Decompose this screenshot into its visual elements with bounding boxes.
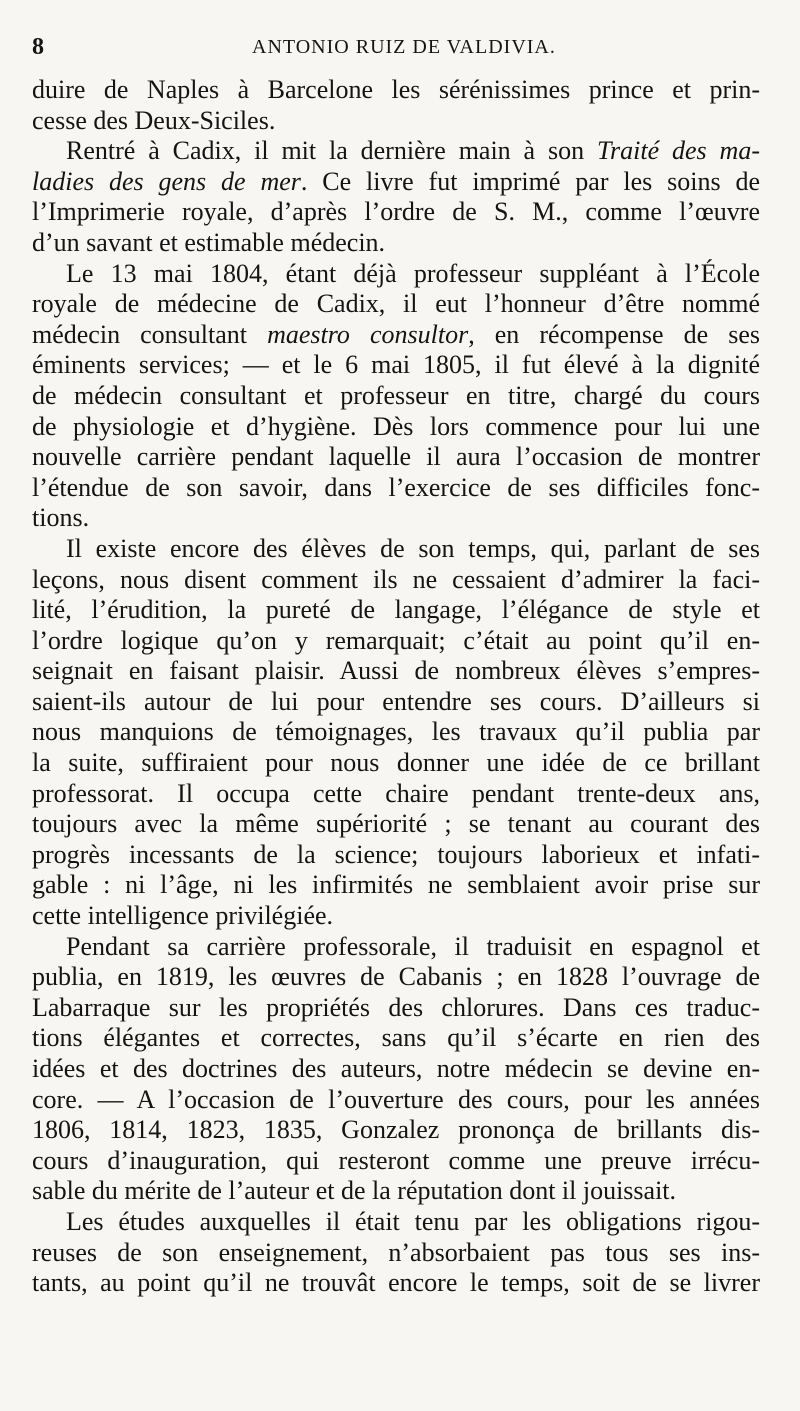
text-line	[32, 870, 760, 901]
text-segment: , en récompense de ses	[468, 319, 760, 349]
text-segment: l’Imprimerie royale, d’après l’ordre de S. M., comme l’œuvre	[32, 197, 760, 227]
text-line	[32, 901, 760, 932]
text-segment: médecin consultant	[32, 319, 268, 349]
text-segment: publia, en 1819, les œuvres de Cabanis ; en 1828 l’ouvrage de	[32, 962, 760, 992]
text-line	[32, 1146, 760, 1177]
running-head: ANTONIO RUIZ DE VALDIVIA.	[252, 36, 556, 58]
text-segment: tions.	[32, 503, 90, 533]
text-line	[32, 136, 760, 167]
text-line	[32, 1268, 760, 1299]
text-segment: toujours avec la même supériorité ; se tenant au courant des	[32, 809, 760, 839]
text-segment: Rentré à Cadix, il mit la dernière main à son	[66, 136, 597, 166]
text-line	[32, 993, 760, 1024]
text-segment: Les études auxquelles il était tenu par les obligations rigou-	[66, 1206, 760, 1236]
text-line	[32, 779, 760, 810]
page-number: 8	[32, 34, 44, 60]
text-segment: Le 13 mai 1804, étant déjà professeur suppléant à l’École	[66, 258, 760, 288]
text-line	[32, 962, 760, 993]
text-line	[32, 1054, 760, 1085]
text-segment: l’ordre logique qu’on y remarquait; c’était au point qu’il en-	[32, 625, 760, 655]
text-line	[32, 717, 760, 748]
text-segment: saient-ils autour de lui pour entendre ses cours. D’ailleurs si	[32, 686, 760, 716]
text-segment: tions élégantes et correctes, sans qu’il s’écarte en rien des	[32, 1023, 760, 1053]
text-line	[32, 840, 760, 871]
body-text	[32, 75, 760, 1299]
text-segment: 1806, 1814, 1823, 1835, Gonzalez prononça de brillants dis-	[32, 1115, 760, 1145]
text-segment: Pendant sa carrière professorale, il traduisit en espagnol et	[66, 931, 760, 961]
text-segment: cesse des Deux-Siciles.	[32, 105, 276, 135]
text-line	[32, 748, 760, 779]
text-line	[32, 656, 760, 687]
text-line	[32, 228, 760, 259]
paragraph	[32, 1207, 760, 1299]
italic-text: ladies des gens de mer	[32, 166, 301, 196]
text-line	[32, 75, 760, 106]
page-header	[32, 30, 768, 60]
text-line	[32, 442, 760, 473]
text-segment: Il existe encore des élèves de son temps, qui, parlant de ses	[66, 533, 760, 563]
text-segment: professorat. Il occupa cette chaire pendant trente-deux ans,	[32, 778, 760, 808]
text-segment: lité, l’érudition, la pureté de langage, l’élégance de style et	[32, 595, 760, 625]
text-line	[32, 1238, 760, 1269]
text-segment: cours d’inauguration, qui resteront comme une preuve irrécu-	[32, 1145, 760, 1175]
text-line	[32, 106, 760, 137]
text-segment: cette intelligence privilégiée.	[32, 901, 334, 931]
text-segment: duire de Naples à Barcelone les sérénissimes prince et prin-	[32, 75, 760, 104]
text-segment: éminents services; — et le 6 mai 1805, il fut élevé à la dignité	[32, 350, 760, 380]
text-line	[32, 381, 760, 412]
text-segment: tants, au point qu’il ne trouvât encore le temps, soit de se livrer	[32, 1268, 760, 1298]
text-line	[32, 259, 760, 290]
text-segment: de physiologie et d’hygiène. Dès lors commence pour lui une	[32, 411, 760, 441]
text-segment: royale de médecine de Cadix, il eut l’honneur d’être nommé	[32, 289, 760, 319]
text-segment: core. — A l’occasion de l’ouverture des cours, pour les années	[32, 1084, 760, 1114]
text-line	[32, 1115, 760, 1146]
text-line	[32, 626, 760, 657]
text-line	[32, 197, 760, 228]
paragraph	[32, 932, 760, 1207]
text-segment: gable : ni l’âge, ni les infirmités ne semblaient avoir prise sur	[32, 870, 760, 900]
text-segment: l’étendue de son savoir, dans l’exercice de ses difficiles fonc-	[32, 472, 760, 502]
text-line	[32, 534, 760, 565]
text-line	[32, 809, 760, 840]
text-segment: idées et des doctrines des auteurs, notre médecin se devine en-	[32, 1054, 760, 1083]
text-line	[32, 473, 760, 504]
text-line	[32, 412, 760, 443]
paragraph	[32, 534, 760, 932]
text-line	[32, 1176, 760, 1207]
text-line	[32, 565, 760, 596]
text-line	[32, 289, 760, 320]
text-line	[32, 932, 760, 963]
text-segment: la suite, suffiraient pour nous donner une idée de ce brillant	[32, 748, 760, 778]
italic-text: maestro consultor	[267, 319, 469, 349]
text-segment: seignait en faisant plaisir. Aussi de nombreux élèves s’empres-	[32, 656, 760, 686]
paragraph	[32, 75, 760, 136]
text-segment: nouvelle carrière pendant laquelle il aura l’occasion de montrer	[32, 442, 760, 472]
text-line	[32, 1023, 760, 1054]
text-line	[32, 503, 760, 534]
text-segment: d’un savant et estimable médecin.	[32, 227, 386, 257]
text-line	[32, 320, 760, 351]
text-segment: reuses de son enseignement, n’absorbaient pas tous ses ins-	[32, 1237, 760, 1267]
paragraph	[32, 259, 760, 534]
text-segment: progrès incessants de la science; toujours laborieux et infati-	[32, 839, 760, 869]
text-segment: sable du mérite de l’auteur et de la réputation dont il jouissait.	[32, 1176, 677, 1206]
paragraph	[32, 136, 760, 258]
text-line	[32, 687, 760, 718]
text-segment: . Ce livre fut imprimé par les soins de	[300, 166, 760, 196]
text-segment: nous manquions de témoignages, les travaux qu’il publia par	[32, 717, 760, 747]
text-line	[32, 595, 760, 626]
text-line	[32, 1207, 760, 1238]
text-segment: leçons, nous disent comment ils ne cessaient d’admirer la faci-	[32, 564, 760, 594]
text-line	[32, 350, 760, 381]
text-line	[32, 167, 760, 198]
text-segment: de médecin consultant et professeur en titre, chargé du cours	[32, 380, 760, 410]
text-line	[32, 1085, 760, 1116]
text-segment: Labarraque sur les propriétés des chlorures. Dans ces traduc-	[32, 992, 760, 1022]
italic-text: Traité des ma-	[597, 136, 760, 166]
